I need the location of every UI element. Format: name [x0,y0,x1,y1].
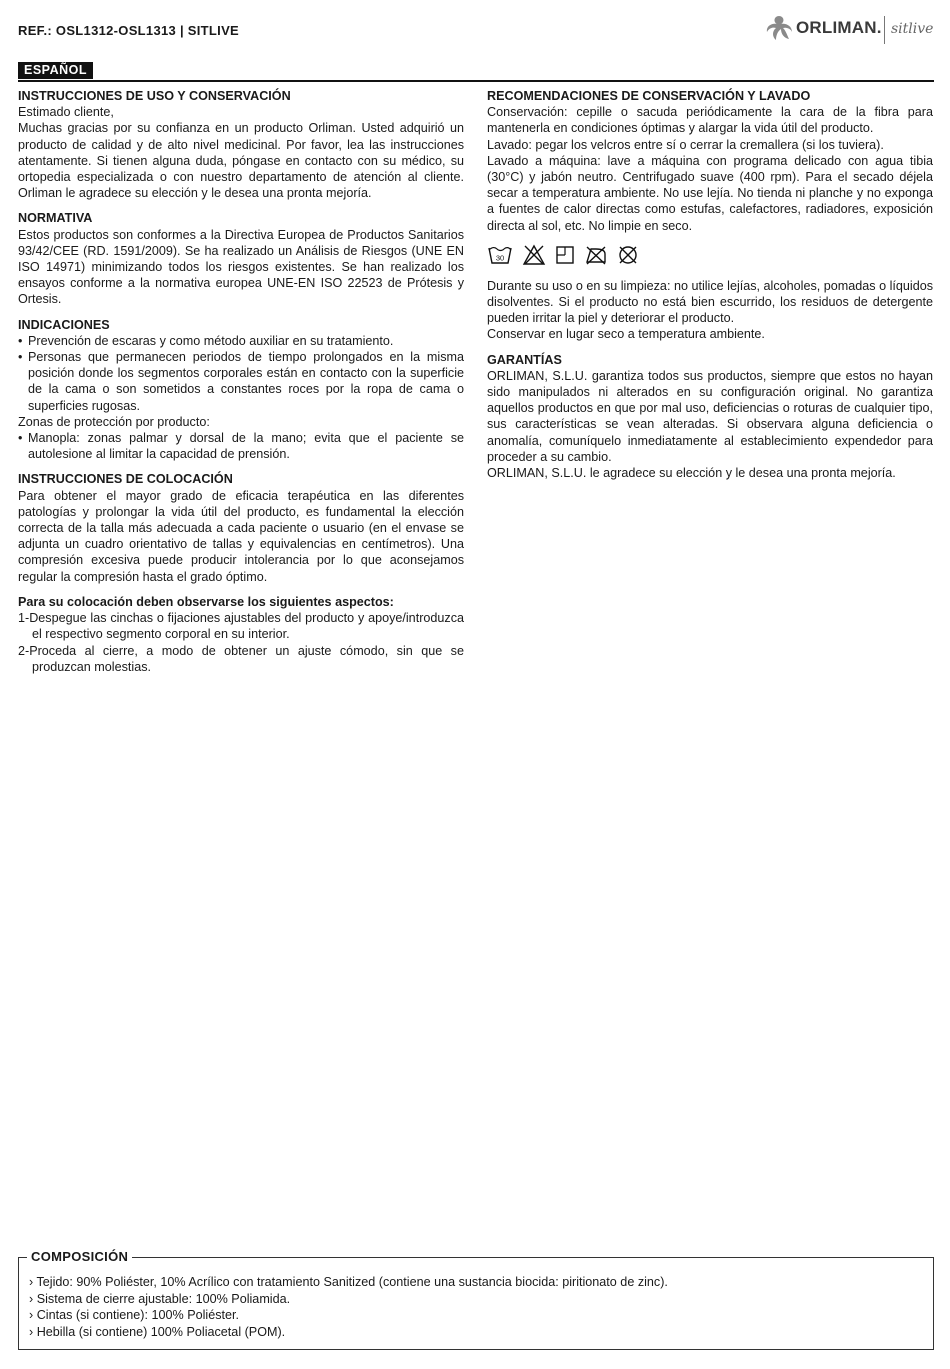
section-title: NORMATIVA [18,211,93,226]
zones-label: Zonas de protección por producto: [18,414,210,429]
box-border [132,1257,934,1258]
left-column [18,88,464,684]
section-garantias [487,352,933,482]
greeting: Estimado cliente, [18,105,114,120]
language-label: ESPAÑOL [18,62,93,79]
step-item: 1-Despegue las cinchas o fijaciones ajustables del producto y apoye/introduzca el respectivo segmento corporal en su interior. [18,611,464,642]
line-dry-icon [555,244,575,266]
section-title: INDICACIONES [18,317,110,332]
section-title: RECOMENDACIONES DE CONSERVACIÓN Y LAVADO [487,89,811,103]
list-item: • Personas que permanecen periodos de tiempo prolongados en la misma posición donde los segmentos corporales están en contacto con la superficie de la cama o son sometidos a constantes roces por la ropa de cama o superficies rugosas. [18,349,464,414]
brand-name: ORLIMAN. [796,18,882,37]
language-bar [18,62,934,82]
section-normativa [18,210,464,307]
no-iron-icon [584,244,608,266]
zones-list [18,430,464,462]
composition-box [18,1249,934,1350]
section-title: GARANTÍAS [487,352,562,367]
box-border [18,1257,27,1258]
paragraph: Muchas gracias por su confianza en un producto Orliman. Usted adquirió un producto de calidad y de alto nivel medicinal. Por favor, lea las instrucciones atentamente. Si tienen alguna duda, póngase en contacto con su médico, su ortopedia especializada o con nuestro departamento de atención al cliente. Orliman le agradece su elección y le desea una pronta mejoría. [18,121,464,201]
list-item: › Cintas (si contiene): 100% Poliéster. [29,1307,668,1324]
composition-list [29,1274,668,1340]
list-item: › Sistema de cierre ajustable: 100% Poliamida. [29,1291,668,1308]
orliman-symbol-icon [764,14,794,42]
wash-30-icon [487,244,513,266]
list-item: • Prevención de escaras y como método auxiliar en su tratamiento. [18,333,464,349]
paragraph: Durante su uso o en su limpieza: no utilice lejías, alcoholes, pomadas o líquidos disolventes. Si el producto no está bien escurrido, los residuos de detergente pueden irritar la piel y deteriorar el producto. [487,278,933,326]
section-uso [18,88,464,201]
steps-list [18,610,464,675]
wash-temperature: 30 [495,253,505,263]
section-conservacion [487,88,933,343]
paragraph: Conservación: cepille o sacuda periódicamente la cara de la fibra para mantenerla en condiciones óptimas y alargar la vida útil del producto. [487,105,933,136]
right-column [487,88,933,490]
list-item: › Tejido: 90% Poliéster, 10% Acrílico con tratamiento Sanitized (contiene una sustancia biocida: piritionato de zinc). [29,1274,668,1291]
section-indicaciones [18,317,464,463]
section-title: INSTRUCCIONES DE COLOCACIÓN [18,472,233,487]
paragraph: ORLIMAN, S.L.U. garantiza todos sus productos, siempre que estos no hayan sido manipulados ni alterados en su configuración original. No garantiza aquellos productos en que por mal uso, deficiencias o roturas de cualquier tipo, sus características se vean alteradas. Si observara alguna deficiencia o anomalía, comuníquelo inmediatamente al establecimiento expendedor para proceder a su cambio. [487,368,933,464]
reference-code: REF.: OSL1312-OSL1313 | SITLIVE [18,23,240,38]
paragraph: Para obtener el mayor grado de eficacia terapéutica en las diferentes patologías y prolongar la vida útil del producto, es fundamental la elección correcta de la talla más adecuada a cada paciente o usuario (en el envase se adjunta un cuadro orientativo de tallas y equivalencias en centímetros). Una compresión excesiva puede producir intolerancia por lo que aconsejamos regular la compresión hasta el grado óptimo. [18,488,464,584]
indications-list [18,333,464,414]
product-logo: sitlive [891,21,934,37]
no-dry-clean-icon [617,244,639,266]
paragraph: Conservar en lugar seco a temperatura ambiente. [487,327,765,342]
list-item: • Manopla: zonas palmar y dorsal de la mano; evita que el paciente se autolesione al limitar la capacidad de prensión. [18,430,464,462]
step-item: 2-Proceda al cierre, a modo de obtener un ajuste cómodo, sin que se produzcan molestias. [18,643,464,674]
section-title: INSTRUCCIONES DE USO Y CONSERVACIÓN [18,89,291,103]
paragraph: Estos productos son conformes a la Directiva Europea de Productos Sanitarios 93/42/CEE (RD. 1591/2009). Se ha realizado un Análisis de Riesgos (UNE EN ISO 14971) minimizando todos los riesgos existentes. Se han realizado los ensayos conforme a la normativa europea UNE-EN ISO 22523 de Prótesis y Ortesis. [18,227,464,307]
care-symbols [487,244,933,266]
section-colocacion [18,471,464,674]
orliman-logo [764,12,936,48]
paragraph: Lavado a máquina: lave a máquina con programa delicado con agua tibia (30°C) y jabón neutro. Centrifugado suave (400 rpm). Para el secado déjela secar a temperatura ambiente. No use lejía. No tienda ni planche y no exponga a fuentes de calor directas como estufas, calefactores, radiadores, exposición directa al sol, etc. No limpie en seco. [487,153,933,233]
composition-title: COMPOSICIÓN [31,1249,129,1264]
no-bleach-icon [522,244,546,266]
paragraph: ORLIMAN, S.L.U. le agradece su elección y le desea una pronta mejoría. [487,466,896,481]
logo-divider [884,16,885,44]
paragraph: Lavado: pegar los velcros entre sí o cerrar la cremallera (si los tuviera). [487,137,884,152]
list-item: › Hebilla (si contiene) 100% Poliacetal (POM). [29,1324,668,1341]
aspects-title: Para su colocación deben observarse los siguientes aspectos: [18,594,394,609]
